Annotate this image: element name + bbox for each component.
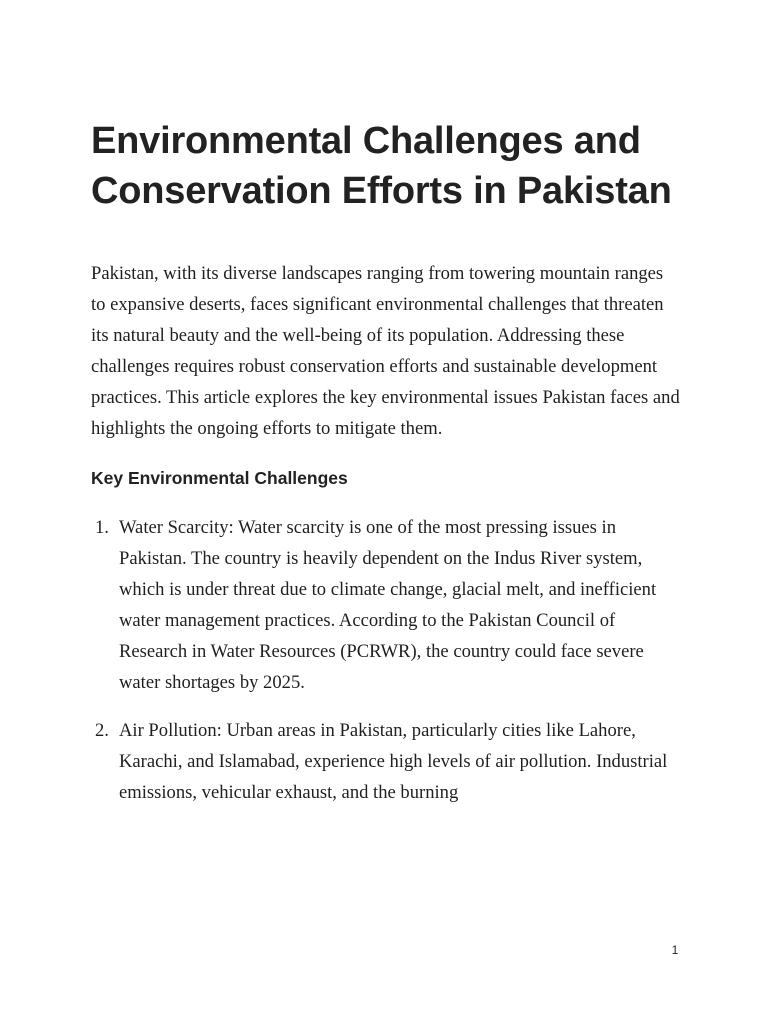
section-heading: Key Environmental Challenges [91, 468, 348, 488]
page-content [91, 116, 681, 825]
list-item-number: 2. [95, 720, 109, 741]
challenges-list [91, 512, 681, 808]
list-item-text: Water Scarcity: Water scarcity is one of the most pressing issues in Pakistan. The country is heavily dependent on the Indus River system, which is under threat due to climate change, glacial melt, and inefficient water management practices. According to the Pakistan Council of Research in Water Resources (PCRWR), the country could face severe water shortages by 2025. [119, 517, 657, 693]
page-number: 1 [671, 943, 679, 957]
list-item-text: Air Pollution: Urban areas in Pakistan, particularly cities like Lahore, Karachi, and Islamabad, experience high levels of air pollution. Industrial emissions, vehicular exhaust, and the burning [119, 720, 668, 803]
list-item [91, 715, 681, 808]
list-item [91, 512, 681, 698]
list-item-number: 1. [95, 517, 109, 538]
intro-paragraph: Pakistan, with its diverse landscapes ranging from towering mountain ranges to expansive deserts, faces significant environmental challenges that threaten its natural beauty and the well-being of its population. Addressing these challenges requires robust conservation efforts and sustainable development practices. This article explores the key environmental issues Pakistan faces and highlights the ongoing efforts to mitigate them. [91, 263, 680, 439]
document-title: Environmental Challenges and Conservation Efforts in Pakistan [91, 120, 672, 212]
